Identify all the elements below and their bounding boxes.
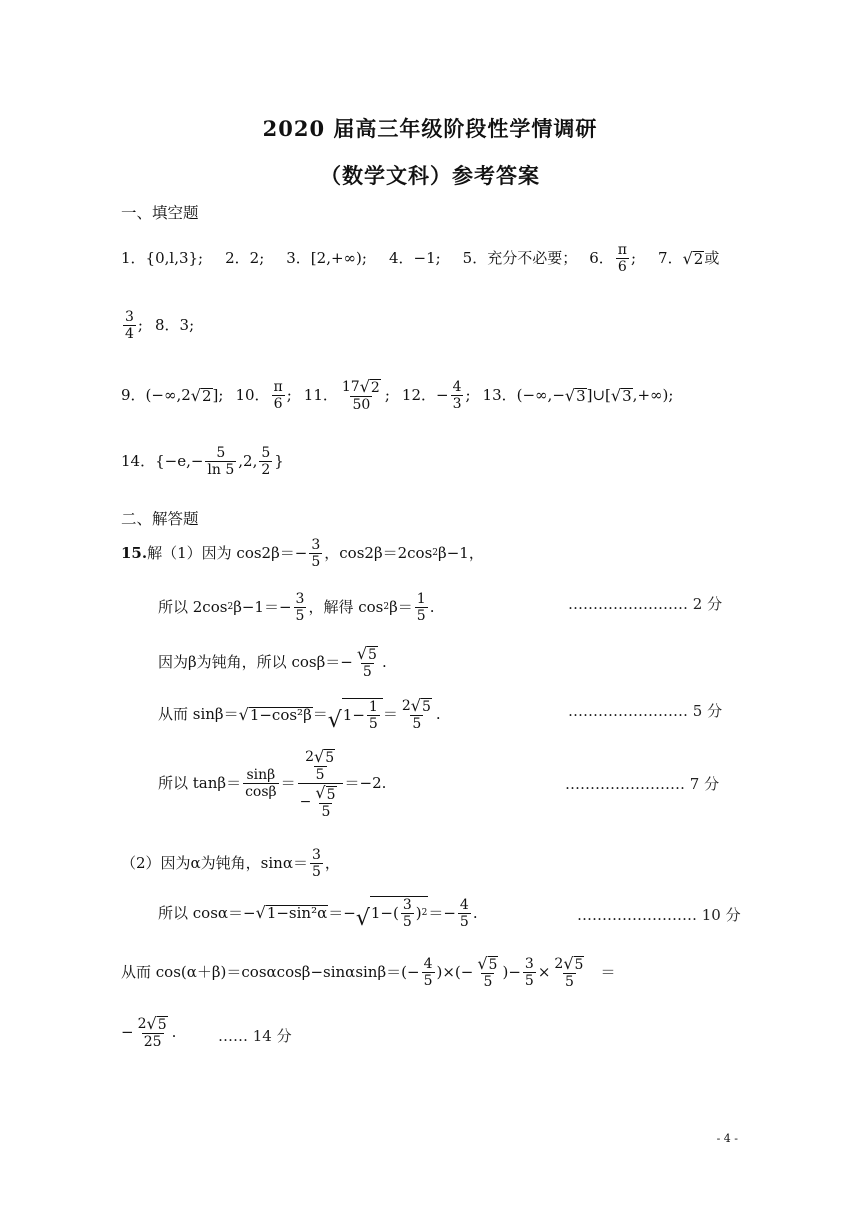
section-heading-solve: 二、解答题 (121, 510, 199, 528)
page-title: 2020 届高三年级阶段性学情调研 (262, 116, 598, 141)
answer-4: 4．−1; (388, 249, 441, 268)
fill-answers-row2: $\frac{3}{4}$ ; 8．3; (125, 309, 195, 343)
score-10: …………………… 10 分 (577, 906, 741, 924)
q15-line2: 所以 2cos 2 β−1＝− $\frac{3}{5}$ ，解得 cos 2 β＝ $\frac{1}{5}$ . (158, 591, 435, 625)
answer-8: 8．3; (154, 316, 195, 335)
fill-answers-row3 (121, 378, 673, 413)
answer-12: 12．− $\frac{4}{3}$ ; (401, 379, 471, 413)
q15-line7: 所以 cosα＝− √ 1−sin²α ＝− √ 1−( $\frac{3}{5}$ ) 2 ＝− $\frac{4}{5}$ . (158, 896, 478, 932)
fill-answers-row4 (121, 445, 284, 478)
answer-1: 1．{0,l,3}; (121, 249, 204, 268)
answer-7-alt: $\frac{3}{4}$ (125, 309, 134, 343)
q15-line4: 从而 sinβ＝ √ 1−cos²β ＝ √ 1− $\frac{1}{5}$ ＝ 2 √ 5 5 . (158, 696, 441, 733)
answer-3: 3．[2,+∞); (286, 249, 367, 268)
q15-line9: − 2 √ 5 25 . (121, 1014, 177, 1051)
answer-10: 10． $\frac{\pi}{6}$ ; (235, 379, 292, 413)
score-2: …………………… 2 分 (568, 595, 723, 613)
answer-13: 13．(−∞,− √ 3 ]∪[ √ 3 ,+∞); (482, 385, 674, 405)
page-subtitle: （数学文科）参考答案 (320, 163, 540, 188)
answer-2: 2．2; (225, 249, 265, 268)
q15-line5: 所以 tanβ＝ $\frac{\sin\beta}{\cos\beta}$ ＝ 2 √ 5 5 − √ 5 5 ＝−2. (158, 747, 387, 820)
page-number: - 4 - (716, 1132, 738, 1145)
q15-line6: （2）因为α为钝角，sinα＝ $\frac{3}{5}$ ， (121, 847, 340, 881)
answer-5: 5．充分不必要； (462, 249, 578, 268)
score-14: …… 14 分 (218, 1027, 292, 1045)
answer-11: 11． 17 √ 2 50 ; (303, 377, 390, 414)
q15-line1: 15. 解（1）因为 cos2β＝− $\frac{3}{5}$ ，cos2β＝2cos 2 β−1， (121, 537, 484, 571)
score-7: …………………… 7 分 (565, 775, 720, 793)
question-number: 15. (121, 544, 148, 563)
answer-6: 6． $\frac{\pi}{6}$ ; (589, 242, 637, 276)
q15-line8: 从而 cos(α＋β)＝cosαcosβ−sinαsinβ＝(− $\frac{4}{5}$ )×(− √ 5 5 )− $\frac{3}{5}$ × 2 √ 5 5 ＝ (121, 954, 616, 991)
answer-9: 9．(−∞,2 √ 2 ]; (121, 385, 224, 405)
q15-line3: 因为β为钝角，所以 cosβ＝− √ 5 5 . (158, 644, 387, 681)
answer-7: 7． √ 2 或 (658, 248, 720, 268)
answer-14: 14．{−e,− $\frac{5}{\ln 5}$ ,2, $\frac{5}{2}$ } (121, 445, 284, 479)
fill-answers-row1 (121, 242, 719, 275)
section-heading-fill: 一、填空题 (121, 204, 199, 222)
score-5: …………………… 5 分 (568, 702, 723, 720)
